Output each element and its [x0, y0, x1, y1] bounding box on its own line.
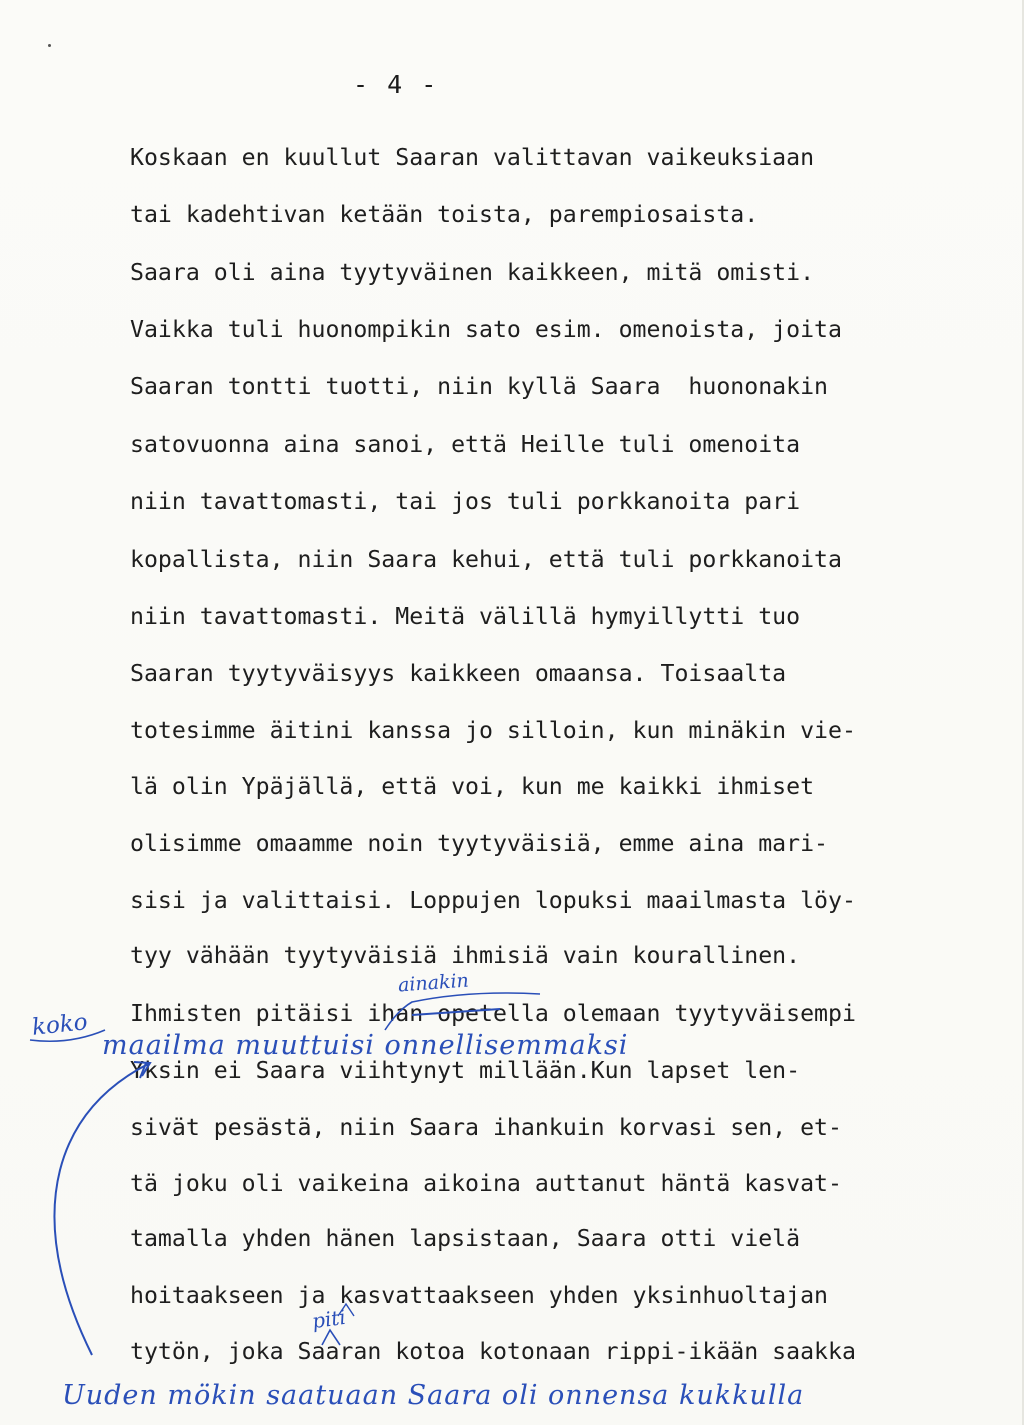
text-line-2: tai kadehtivan ketään toista, parempiosaista.: [130, 201, 759, 228]
handwritten-small-insert: piti: [310, 1304, 348, 1334]
text-line-20: tamalla yhden hänen lapsistaan, Saara otti vielä: [130, 1225, 801, 1252]
text-line-8: kopallista, niin Saara kehui, että tuli porkkanoita: [130, 546, 842, 573]
text-line-9: niin tavattomasti. Meitä välillä hymyillytti tuo: [130, 603, 801, 630]
text-line-22: tytön, joka Saaran kotoa kotonaan rippi-ikään saakka: [130, 1338, 856, 1365]
text-line-13: olisimme omaamme noin tyytyväisiä, emme aina mari-: [130, 830, 829, 857]
text-line-7: niin tavattomasti, tai jos tuli porkkanoita pari: [130, 488, 801, 515]
handwritten-interline-note: maailma muuttuisi onnellisemmaksi: [102, 1030, 629, 1061]
text-line-11: totesimme äitini kanssa jo silloin, kun minäkin vie-: [130, 717, 856, 744]
text-line-12: lä olin Ypäjällä, että voi, kun me kaikki ihmiset: [130, 773, 815, 800]
text-line-15: tyy vähään tyytyväisiä ihmisiä vain kourallinen.: [130, 942, 801, 969]
text-line-10: Saaran tyytyväisyys kaikkeen omaansa. Toisaalta: [130, 660, 787, 687]
text-line-17: Yksin ei Saara viihtynyt millään.Kun lapset len-: [130, 1057, 801, 1084]
text-line-3: Saara oli aina tyytyväinen kaikkeen, mitä omisti.: [130, 259, 815, 286]
strike-through-mark: [412, 1009, 500, 1015]
text-line-1: Koskaan en kuullut Saaran valittavan vaikeuksiaan: [130, 144, 815, 171]
page-number: - 4 -: [353, 70, 439, 99]
margin-underline: [30, 1030, 105, 1041]
text-line-4: Vaikka tuli huonompikin sato esim. omenoista, joita: [130, 316, 842, 343]
text-line-16: Ihmisten pitäisi ihan opetella olemaan tyytyväisempi: [130, 1000, 856, 1027]
text-line-21: hoitaakseen ja kasvattaakseen yhden yksinhuoltajan: [130, 1282, 829, 1309]
text-line-19: tä joku oli vaikeina aikoina auttanut häntä kasvat-: [130, 1170, 842, 1197]
text-line-18: sivät pesästä, niin Saara ihankuin korvasi sen, et-: [130, 1114, 842, 1141]
small-insertion-caret: [322, 1330, 340, 1345]
margin-arrow-icon: [54, 1064, 148, 1355]
text-line-5: Saaran tontti tuotti, niin kyllä Saara huononakin: [130, 373, 829, 400]
text-line-6: satovuonna aina sanoi, että Heille tuli omenoita: [130, 431, 801, 458]
handwritten-margin-note: koko: [30, 1009, 89, 1041]
text-line-14: sisi ja valittaisi. Loppujen lopuksi maailmasta löy-: [130, 887, 856, 914]
ja-caret: [338, 1304, 354, 1316]
handwritten-insert-above: ainakin: [397, 969, 470, 997]
handwritten-bottom-line: Uuden mökin saatuaan Saara oli onnensa kukkulla: [62, 1380, 805, 1411]
